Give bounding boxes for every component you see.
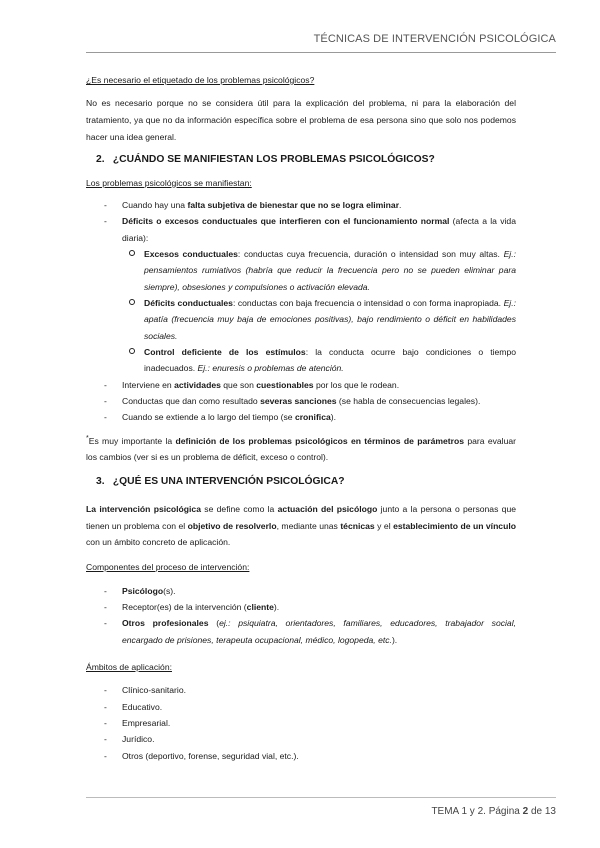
sub-list-item: Control deficiente de los estímulos: la conducta ocurre bajo condiciones o tiempo inadecuados. Ej.: enuresis o problemas de atención. bbox=[144, 344, 516, 377]
page-content bbox=[86, 74, 516, 764]
list-item: - Clínico-sanitario. bbox=[122, 682, 516, 698]
list-item: - Cuando se extiende a lo largo del tiempo (se cronifica). bbox=[122, 409, 516, 425]
section-2-heading: ¿CUÁNDO SE MANIFIESTAN LOS PROBLEMAS PSICOLÓGICOS? bbox=[112, 153, 435, 165]
list-item: - Interviene en actividades que son cuestionables por los que le rodean. bbox=[122, 377, 516, 393]
list-item: - Empresarial. bbox=[122, 715, 516, 731]
list-item: - Receptor(es) de la intervención (cliente). bbox=[122, 599, 516, 615]
list-item: - Déficits o excesos conductuales que interfieren con el funcionamiento normal (afecta a la vida diaria): Excesos conductuales: conductas cuya frecuencia, duración o intensidad son muy altas. Ej.: pensamientos rumiativos (habría que reducir la frecuencia pero no se pueden eliminar para siempre), obsesiones y compulsiones o activación elevada. Déficits conductuales: conductas con baja frecuencia o intensidad o con forma inapropiada. Ej.: apatía (frecuencia muy baja de emociones positivas), bajo rendimiento o déficit en habilidades sociales. Control deficiente de los estímulos: la conducta ocurre bajo condiciones o tiempo inadecuados. Ej.: enuresis o problemas de atención. bbox=[122, 213, 516, 376]
list-item: - Otros (deportivo, forense, seguridad vial, etc.). bbox=[122, 748, 516, 764]
list-item: - Jurídico. bbox=[122, 731, 516, 747]
components-list bbox=[86, 583, 516, 648]
page-number: 2 bbox=[522, 806, 529, 817]
sub-list-item: Déficits conductuales: conductas con baja frecuencia o intensidad o con forma inapropiada. Ej.: apatía (frecuencia muy baja de emociones positivas), bajo rendimiento o déficit en habilidades sociales. bbox=[144, 295, 516, 344]
section-2-title bbox=[86, 153, 516, 168]
parameters-note: *Es muy importante la definición de los problemas psicológicos en términos de parámetros para evaluar los cambios (ver si es un problema de déficit, exceso o control). bbox=[86, 434, 517, 463]
sub-list bbox=[122, 246, 516, 377]
list-item: - Psicólogo(s). bbox=[122, 583, 516, 599]
section-3-definition: La intervención psicológica se define como la actuación del psicólogo junto a la persona o personas que tienen un problema con el objetivo de resolverlo, mediante unas técnicas y el establecimiento de un vínculo con un ámbito concreto de aplicación. bbox=[86, 503, 517, 548]
list-item: - Educativo. bbox=[122, 699, 516, 715]
footer-divider bbox=[86, 797, 556, 798]
page-footer: TEMA 1 y 2. Página 2 de 13 bbox=[431, 806, 556, 817]
section-3-heading: ¿QUÉ ES UNA INTERVENCIÓN PSICOLÓGICA? bbox=[112, 476, 345, 488]
sub-list-item: Excesos conductuales: conductas cuya frecuencia, duración o intensidad son muy altas. Ej.: pensamientos rumiativos (habría que reducir la frecuencia pero no se pueden eliminar para siempre), obsesiones y compulsiones o activación elevada. bbox=[144, 246, 516, 295]
question-heading: ¿Es necesario el etiquetado de los problemas psicológicos? bbox=[86, 75, 315, 85]
scopes-list bbox=[86, 682, 516, 764]
components-heading: Componentes del proceso de intervención: bbox=[86, 562, 250, 573]
section-3-title bbox=[86, 475, 516, 490]
question-answer: No es necesario porque no se considera útil para la explicación del problema, ni para la elaboración del tratamiento, ya que no da información específica sobre el problema de esa persona sino que solo nos podemos hacer una idea general. bbox=[86, 98, 516, 142]
list-item: - Otros profesionales (ej.: psiquiatra, orientadores, familiares, educadores, trabajador social, encargado de prisiones, terapeuta ocupacional, médico, logopeda, etc.). bbox=[122, 615, 516, 648]
scopes-heading: Ámbitos de aplicación: bbox=[86, 661, 172, 672]
section-3-number: 3. bbox=[96, 476, 105, 488]
page-header: TÉCNICAS DE INTERVENCIÓN PSICOLÓGICA bbox=[313, 33, 556, 45]
list-item: - Conductas que dan como resultado severas sanciones (se habla de consecuencias legales). bbox=[122, 393, 516, 409]
manifest-list bbox=[86, 197, 516, 426]
header-divider bbox=[86, 52, 556, 53]
section-2-number: 2. bbox=[96, 153, 105, 165]
list-item: - Cuando hay una falta subjetiva de bienestar que no se logra eliminar. bbox=[122, 197, 516, 213]
section-2-intro: Los problemas psicológicos se manifiestan: bbox=[86, 177, 252, 188]
